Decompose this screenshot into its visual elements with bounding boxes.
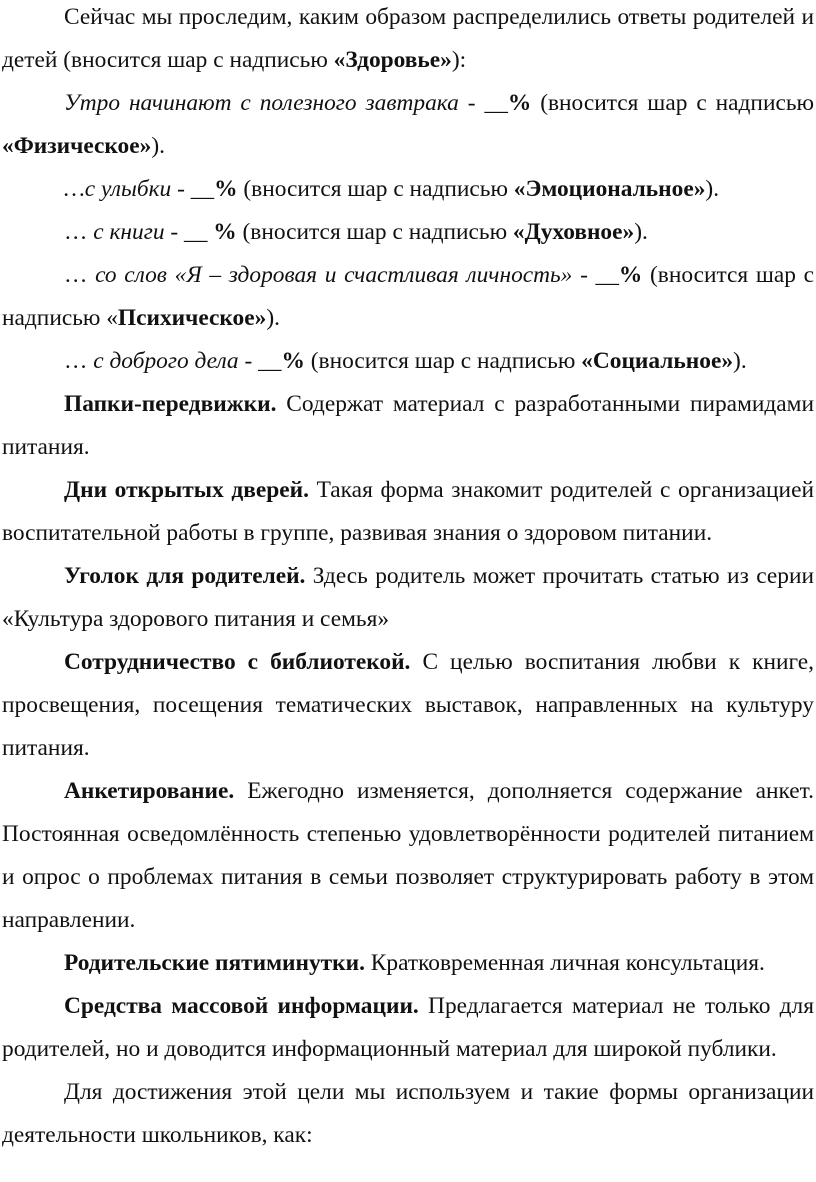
paragraph-open-days [2, 469, 814, 555]
text-run: ). [705, 176, 720, 202]
paragraph-intro [2, 0, 814, 82]
percent-blank: - __ [164, 219, 214, 245]
section-text: Содержат материал с разработанными пирамидами питания. [2, 391, 814, 460]
text-run: … [64, 219, 94, 245]
percent-blank: - __ [458, 90, 508, 116]
answer-breakfast: Утро начинают с полезного завтрака [64, 90, 459, 116]
paragraph-five-minutes [2, 942, 814, 985]
section-text: Кратковременная личная консультация. [364, 950, 765, 976]
paragraph-survey [2, 770, 814, 942]
text-run: … [64, 262, 96, 288]
paragraph-deed [2, 340, 814, 383]
paragraph-parents-corner [2, 555, 814, 641]
paragraph-library [2, 641, 814, 770]
section-text: Предлагается материал не только для родителей, но и доводится информационный материал для широкой публики. [2, 993, 814, 1062]
answer-smile: …с улыбки [64, 176, 172, 202]
paragraph-breakfast [2, 82, 814, 168]
section-heading: Папки-передвижки. [64, 391, 277, 417]
section-heading: Дни открытых дверей. [64, 477, 309, 503]
percent-blank: - __ [572, 262, 619, 288]
percent-blank: - __ [171, 176, 215, 202]
balloon-label-emotional: «Эмоциональное» [513, 176, 706, 202]
text-run: ): [451, 47, 467, 73]
paragraph-smile [2, 168, 814, 211]
section-heading: Анкетирование. [64, 778, 235, 804]
text-run: (вносится шар с надписью [236, 219, 513, 245]
percent-sign: % [213, 219, 237, 245]
answer-book: с книги [93, 219, 165, 245]
paragraph-goal [2, 1071, 814, 1157]
section-heading: Средства массовой информации. [64, 993, 419, 1019]
section-heading: Сотрудничество с библиотекой. [64, 649, 411, 675]
balloon-label-spiritual: «Духовное» [512, 219, 635, 245]
percent-sign: % [214, 176, 238, 202]
text-run: … [64, 348, 94, 374]
section-text: Такая форма знакомит родителей с организацией воспитательной работы в группе, развивая знания о здоровом питании. [2, 477, 814, 546]
balloon-label-social: «Социальное» [581, 348, 734, 374]
answer-deed: с доброго дела [93, 348, 239, 374]
paragraph-words [2, 254, 814, 340]
text-run: (вносится шар с надписью [531, 90, 814, 116]
balloon-label-physical: «Физическое» [2, 133, 152, 159]
text-run: ). [266, 305, 280, 331]
section-heading: Родительские пятиминутки. [64, 950, 365, 976]
balloon-label-health: «Здоровье» [333, 47, 452, 73]
text-run: ). [733, 348, 747, 374]
paragraph-folders [2, 383, 814, 469]
text-run: (вносится шар с надписью [304, 348, 582, 374]
percent-sign: % [618, 262, 643, 288]
text-run: (вносится шар с надписью [237, 176, 514, 202]
balloon-label-mental: Психическое» [117, 305, 267, 331]
answer-words: со слов «Я – здоровая и счастливая личность» [95, 262, 573, 288]
text-run: Сейчас мы проследим, каким образом распределились ответы родителей и детей (вносится шар с надписью [2, 4, 814, 73]
percent-sign: % [507, 90, 532, 116]
section-text: С целью воспитания любви к книге, просвещения, посещения тематических выставок, направленных на культуру питания. [2, 649, 814, 761]
percent-sign: % [281, 348, 305, 374]
section-text: Для достижения этой цели мы используем и такие формы организации деятельности школьников, как: [2, 1079, 814, 1148]
paragraph-mass-media [2, 985, 814, 1071]
section-text: Здесь родитель может прочитать статью из серии «Культура здорового питания и семья» [2, 563, 814, 632]
text-run: ). [634, 219, 648, 245]
text-run: ). [151, 133, 165, 159]
text-run: (вносится шар с надписью « [2, 262, 814, 331]
section-heading: Уголок для родителей. [64, 563, 306, 589]
percent-blank: - __ [238, 348, 282, 374]
section-text: Ежегодно изменяется, дополняется содержание анкет. Постоянная осведомлённость степенью удовлетворённости родителей питанием и опрос о проблемах питания в семьи позволяет структурировать работу в этом направлении. [2, 778, 814, 933]
paragraph-book [2, 211, 814, 254]
